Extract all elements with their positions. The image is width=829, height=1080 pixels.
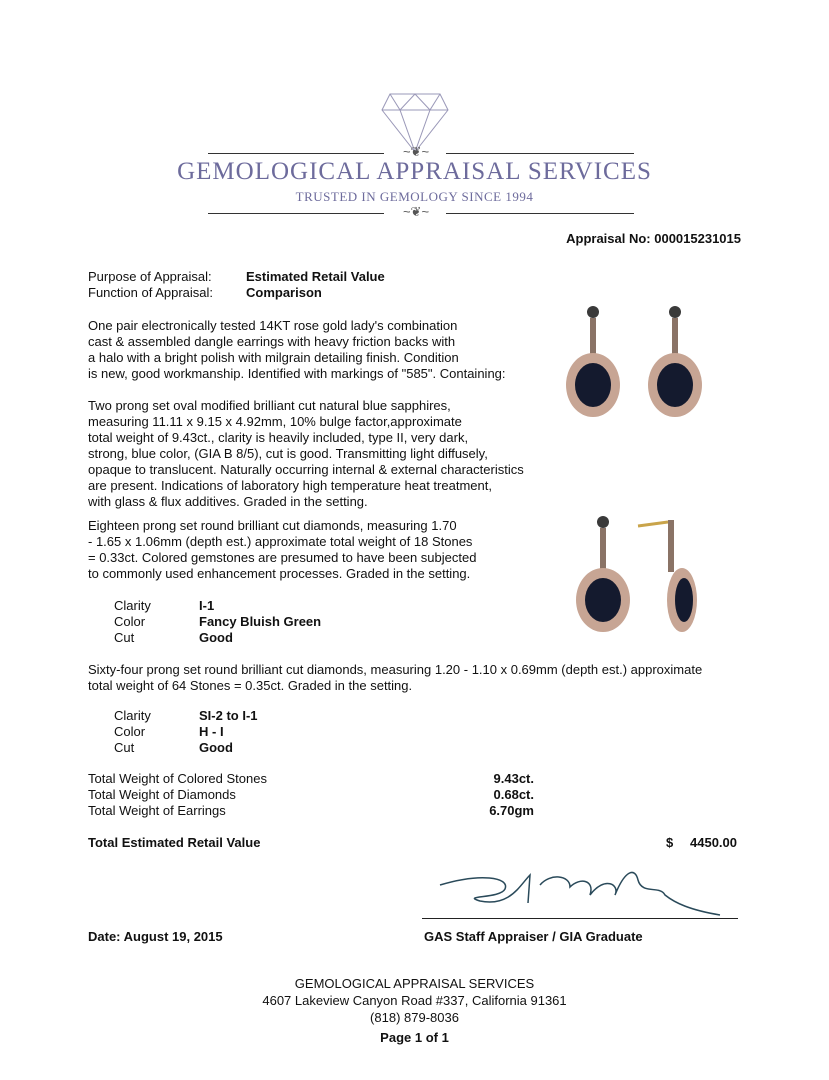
diamonds2-grades	[114, 708, 258, 756]
logo-rule	[446, 153, 634, 154]
grade-value: Good	[199, 740, 233, 755]
grade-value: Fancy Bluish Green	[199, 614, 322, 629]
grade-value: H - I	[199, 724, 224, 739]
grade-label: Color	[114, 724, 146, 739]
earring-right	[638, 520, 697, 632]
logo-rule	[208, 153, 384, 154]
signature-icon	[420, 855, 740, 925]
company-tagline: TRUSTED IN GEMOLOGY SINCE 1994	[295, 189, 534, 204]
retail-value-label: Total Estimated Retail Value	[88, 835, 261, 850]
grade-label: Clarity	[114, 708, 151, 723]
grade-label: Cut	[114, 740, 135, 755]
retail-value: 4450.00	[690, 835, 737, 850]
signer-title: GAS Staff Appraiser / GIA Graduate	[424, 929, 643, 944]
function-value: Comparison	[246, 285, 322, 300]
total-label: Total Weight of Diamonds	[88, 787, 236, 802]
diamonds1-description: Eighteen prong set round brilliant cut diamonds, measuring 1.70 - 1.65 x 1.06mm (depth est.) approximate total weight of 18 Stones = 0.33ct. Colored gemstones are presumed to have been subjected to commonly used enhancement processes. Graded in the setting.	[88, 518, 477, 581]
appraisal-number: Appraisal No: 000015231015	[566, 231, 741, 246]
purpose-label: Purpose of Appraisal:	[88, 269, 212, 284]
total-value: 9.43ct.	[493, 771, 534, 786]
diamonds2-description: Sixty-four prong set round brilliant cut diamonds, measuring 1.20 - 1.10 x 0.69mm (depth est.) approximate total weight of 64 Stones = 0.35ct. Graded in the setting.	[88, 662, 703, 693]
total-label: Total Weight of Colored Stones	[88, 771, 267, 786]
total-value: 0.68ct.	[493, 787, 534, 802]
footer-phone: (818) 879-8036	[370, 1010, 459, 1025]
logo-rule	[446, 213, 634, 214]
currency-symbol: $	[666, 835, 674, 850]
item-description: One pair electronically tested 14KT rose gold lady's combination cast & assembled dangle earrings with heavy friction backs with a halo with a bright polish with milgrain detailing finish. Condition is new, good workmanship. Identified with markings of "585". Containing:	[88, 318, 506, 381]
earrings-front-photo	[560, 300, 720, 420]
grade-label: Cut	[114, 630, 135, 645]
company-name: GEMOLOGICAL APPRAISAL SERVICES	[177, 158, 652, 185]
earring-left	[576, 516, 630, 632]
earring-left	[566, 306, 620, 417]
ornament-icon: ~❦~	[402, 144, 430, 159]
signature-line	[422, 918, 738, 919]
total-label: Total Weight of Earrings	[88, 803, 226, 818]
grade-label: Color	[114, 614, 146, 629]
totals	[88, 771, 534, 819]
earring-right	[648, 306, 702, 417]
footer-address: 4607 Lakeview Canyon Road #337, California 91361	[262, 993, 567, 1008]
earrings-side-photo	[560, 512, 720, 637]
purpose-value: Estimated Retail Value	[246, 269, 385, 284]
total-value: 6.70gm	[489, 803, 534, 818]
sapphire-description: Two prong set oval modified brilliant cut natural blue sapphires, measuring 11.11 x 9.15 x 4.92mm, 10% bulge factor,approximate total weight of 9.43ct., clarity is heavily included, type II, very dark, strong, blue color, (GIA B 8/5), cut is good. Transmitting light diffusely, opaque to translucent. Naturally occurring internal & external characteristics are present. Indications of laboratory high temperature heat treatment, with glass & flux additives. Graded in the setting.	[88, 398, 524, 509]
appraisal-date: Date: August 19, 2015	[88, 929, 223, 944]
grade-value: SI-2 to I-1	[199, 708, 258, 723]
function-label: Function of Appraisal:	[88, 285, 214, 300]
grade-value: Good	[199, 630, 233, 645]
page-number: Page 1 of 1	[380, 1030, 449, 1045]
ornament-icon: ~❦~	[402, 204, 430, 219]
grade-label: Clarity	[114, 598, 151, 613]
footer-company: GEMOLOGICAL APPRAISAL SERVICES	[294, 976, 535, 991]
diamonds1-grades	[114, 598, 321, 646]
grade-value: I-1	[199, 598, 215, 613]
logo-rule	[208, 213, 384, 214]
